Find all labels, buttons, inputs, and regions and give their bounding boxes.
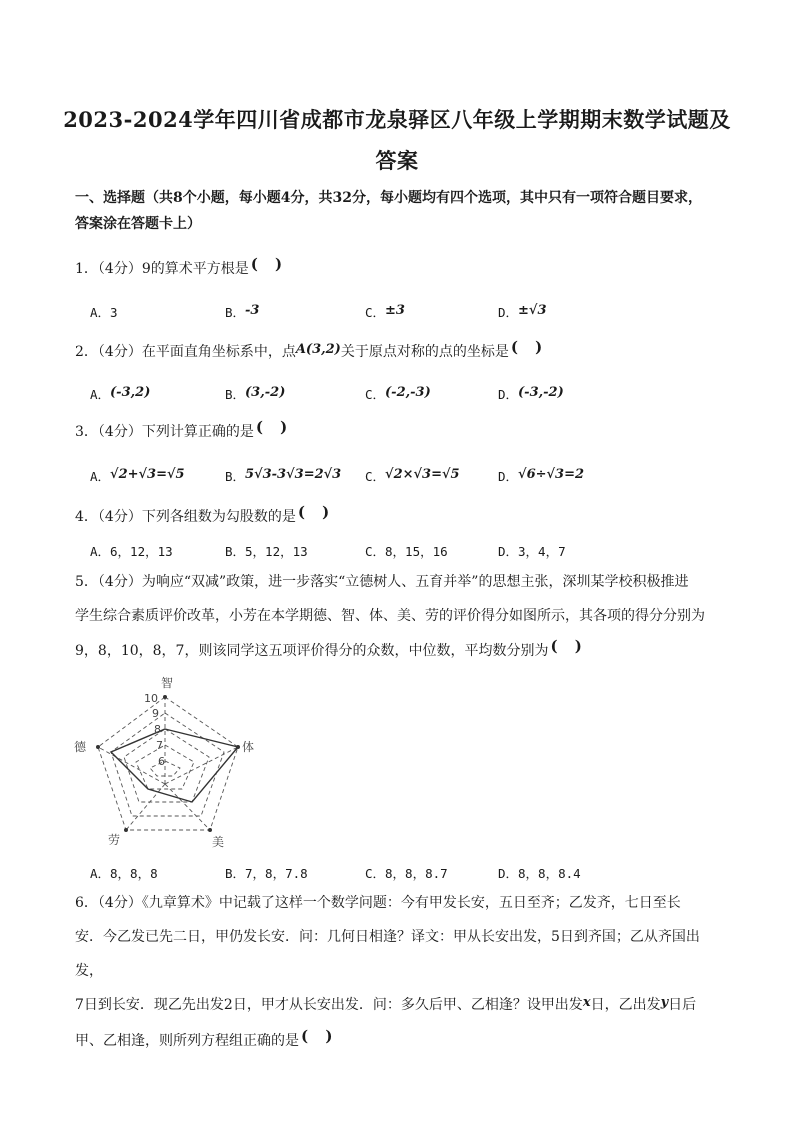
q5-option-d: D．8，8，8.4 — [498, 866, 581, 881]
q2-option-b: B．(3,-2) — [225, 385, 286, 402]
q4-option-c: C．8，15，16 — [365, 544, 448, 559]
label-lao: 劳 — [108, 833, 121, 847]
answer-paren: ( ) — [301, 1027, 339, 1045]
question-5: 5．（4分）为响应“双减”政策，进一步落实“立德树人、五育并举”的思想主张，深圳某学校积极推进 学生综合素质评价改革，小芳在本学期德、智、体、美、劳的评价得分如图所示，其各项的得分分别为 9，8，10，8，7，则该同学这五项评价得分的众数，中位数，平均数分别为 ( ) — [75, 574, 705, 659]
radar-chart — [74, 672, 268, 852]
q1-option-d: D．±√3 — [498, 303, 547, 320]
q1-option-b: B．-3 — [225, 303, 260, 320]
question-1: 1．（4分）9的算术平方根是 ( ) — [75, 255, 289, 277]
label-zhi: 智 — [161, 676, 174, 690]
q5-option-a: A．8，8，8 — [90, 866, 158, 881]
question-6: 6．（4分）《九章算术》中记载了这样一个数学问题：今有甲发长安，五日至齐；乙发齐，七日至长 安．今乙发已先二日，甲仍发长安．问：几何日相逢？译文：甲从长安出发，5日到齐国；乙从齐国出发， 7日到长安．现乙先出发2日，甲才从长安出发．问：多久后甲、乙相逢？设甲出发x日，乙出发y日后 甲、乙相逢，则所列方程组正确的是 ( ) — [75, 895, 700, 1049]
page-title-continued: 答案 — [375, 148, 419, 173]
section-heading: 一、选择题（共8个小题，每小题4分，共32分，每小题均有四个选项，其中只有一项符合题目要求， 答案涂在答题卡上） — [75, 190, 702, 232]
tick-7: 7 — [156, 739, 163, 752]
tick-8: 8 — [154, 723, 161, 736]
q5-option-b: B．7，8，7.8 — [225, 866, 308, 881]
q2-option-a: A．(-3,2) — [90, 385, 151, 402]
tick-10: 10 — [144, 692, 158, 705]
answer-paren: ( ) — [255, 418, 294, 436]
q3-option-a: A．√2+√3=√5 — [90, 467, 185, 484]
q3-option-c: C．√2×√3=√5 — [365, 467, 460, 484]
q3-option-d: D．√6÷√3=2 — [498, 467, 585, 484]
answer-paren: ( ) — [550, 637, 588, 655]
question-3: 3．（4分）下列计算正确的是 ( ) — [75, 418, 294, 440]
answer-paren: ( ) — [297, 503, 336, 521]
vertex-dot-ti — [236, 745, 240, 749]
radar-ring-8 — [124, 729, 209, 802]
question-4: 4．（4分）下列各组数为勾股数的是 ( ) — [75, 503, 336, 525]
vertex-dot-mei — [208, 828, 212, 832]
q2-option-d: D．(-3,-2) — [498, 385, 564, 402]
answer-paren: ( ) — [510, 338, 549, 356]
radar-ring-10 — [98, 697, 238, 830]
answer-paren: ( ) — [250, 255, 289, 273]
tick-6: 6 — [158, 755, 165, 768]
radar-ring-9 — [111, 713, 224, 816]
page-title: 2023-2024学年四川省成都市龙泉驿区八年级上学期期末数学试题及 — [63, 107, 731, 132]
vertex-dot-zhi — [163, 695, 167, 699]
q1-option-a: A．3 — [90, 305, 118, 320]
vertex-dot-de — [96, 745, 100, 749]
q1-option-c: C．±3 — [365, 303, 405, 320]
question-2: 2．（4分）在平面直角坐标系中，点A(3,2)关于原点对称的点的坐标是 ( ) — [75, 338, 549, 360]
q4-option-d: D．3，4，7 — [498, 544, 566, 559]
q2-option-c: C．(-2,-3) — [365, 385, 431, 402]
q4-option-a: A．6，12，13 — [90, 544, 173, 559]
q4-option-b: B．5，12，13 — [225, 544, 308, 559]
tick-9: 9 — [152, 707, 159, 720]
vertex-dot-lao — [124, 828, 128, 832]
q3-option-b: B．5√3-3√3=2√3 — [225, 467, 342, 484]
label-mei: 美 — [212, 835, 225, 849]
q5-option-c: C．8，8，8.7 — [365, 866, 448, 881]
label-ti: 体 — [242, 740, 255, 754]
label-de: 德 — [74, 740, 87, 754]
